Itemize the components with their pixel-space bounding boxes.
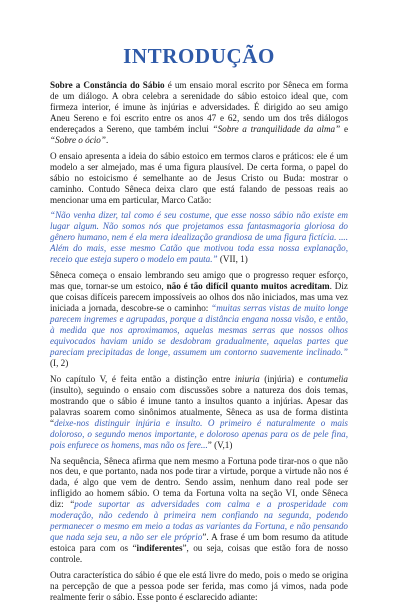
citation: ” (V,1) <box>207 439 233 450</box>
text: e <box>340 123 348 134</box>
text: (insulto), seguindo o ensaio com discussões sobre a natureza dos dois temas, mostrando que o sábio é imune tanto a insultos quanto a injúrias. Apesar das palavras soarem como sinônimos atualmente, Sêneca as usa de forma distinta “ <box>50 384 348 428</box>
text: ”, ou seja, coisas que estão fora de nosso controle. <box>50 543 348 565</box>
text: (injúria) e <box>259 373 308 384</box>
citation: (I, 2) <box>50 357 69 368</box>
paragraph-6 <box>50 456 348 566</box>
text: é um ensaio moral escrito por Sêneca em forma de um diálogo. A obra celebra a serenidade do sábio estoico ideal que, com firmeza interior, é imune às injúrias e adversidades. É dirigido ao seu amigo Aneu Sereno e foi escrito entre os anos 47 e 62, sendo um dos três diálogos endereçados a Sereno, que também inclui <box>50 80 348 134</box>
citation: (VII, 1) <box>217 254 248 265</box>
text: No capítulo V, é feita então a distinção entre <box>50 373 235 384</box>
text: . Diz que coisas difíceis parecem impossíveis ao olhos dos não iniciados, mas uma vez iniciada a jornada, descobre-se o caminho: <box>50 281 348 314</box>
quote: pode suportar as adversidades com calma e a prosperidade com moderação, não cedendo à primeira nem confiando na segunda, podendo permanecer o mesmo em meio a todas as variantes da Fortuna, e não pensando que nada seja seu, a não ser ele próprio <box>50 499 349 543</box>
latin-term: iniuria <box>234 373 260 384</box>
latin-term: contumelia <box>307 373 348 384</box>
chapter-body <box>50 80 348 603</box>
emphasis: indiferentes <box>136 543 183 554</box>
quote: “muitas serras vistas de muito longe parecem ingremes e agrupadas, porque a distância engana nossa visão, e então, à medida que nos aproximamos, aquelas mesmas serras que nossos olhos equivocados haviam unido se desdobram gradualmente, aquelas partes que pareciam precipitadas de longe, assumem um contorno suavemente inclinado.” <box>50 303 348 357</box>
paragraph-1 <box>50 80 348 146</box>
text: Sêneca começa o ensaio lembrando seu amigo que o progresso requer esforço, mas que, tornar-se um estoico, <box>50 270 348 292</box>
paragraph-5 <box>50 374 348 451</box>
emphasis: não é tão difícil quanto muitos acreditam <box>166 281 330 292</box>
quote: deixe-nos distinguir injúria e insulto. O primeiro é naturalmente o mais doloroso, o segundo menos importante, e doloroso apenas para os de pele fina, pois enfurece os homens, mas não os fere... <box>50 417 348 450</box>
chapter-title: INTRODUÇÃO <box>123 44 275 68</box>
paragraph-2: O ensaio apresenta a ideia do sábio estoico em termos claros e práticos: ele é um modelo a ser almejado, mas é uma figura plausível. De certa forma, o papel do sábio no estoicismo é semelhante ao de Jesus Cristo ou Buda: mostrar o caminho. Contudo Sêneca deixa claro que está falando de pessoas reais ao mencionar uma em particular, Marco Catão: <box>50 150 348 205</box>
text: . <box>105 134 109 145</box>
work-title: “Sobre o ócio” <box>50 134 106 145</box>
text: ”. A frase é um bom resumo da atitude estoica para com os “ <box>50 532 348 554</box>
paragraph-7: Outra característica do sábio é que ele está livre do medo, pois o medo se origina na percepção de que a pessoa pode ser ferida, mas como já vimos, nada pode realmente ferir o sábio. Esse ponto é esclarecido adiante: <box>50 570 348 602</box>
paragraph-3 <box>50 210 348 265</box>
text: Na sequência, Sêneca afirma que nem mesmo a Fortuna pode tirar-nos o que não nos deu, e que portanto, nada nos pode tirar a virtude, porque a virtude não nos é dada, é algo que vem de dentro. Sendo assim, nenhum dano real pode ser infligido ao homem sábio. O tema da Fortuna volta na seção VI, onde Sêneca diz: “ <box>50 455 348 510</box>
work-title: “Sobre a tranquilidade da alma” <box>212 123 341 134</box>
quote: “Não venha dizer, tal como é seu costume, que esse nosso sábio não existe em lugar algum. Não somos nós que projetamos essa fantasmagoria gloriosa do gênero humano, nem é ela mera idealização grandiosa de uma figura fictícia. .... Além do mais, esse mesmo Catão que motivou toda essa nossa explanação, receio que esteja supero o modelo em pauta.” <box>50 210 348 265</box>
book-title: Sobre a Constância do Sábio <box>50 80 165 90</box>
paragraph-4 <box>50 270 348 369</box>
